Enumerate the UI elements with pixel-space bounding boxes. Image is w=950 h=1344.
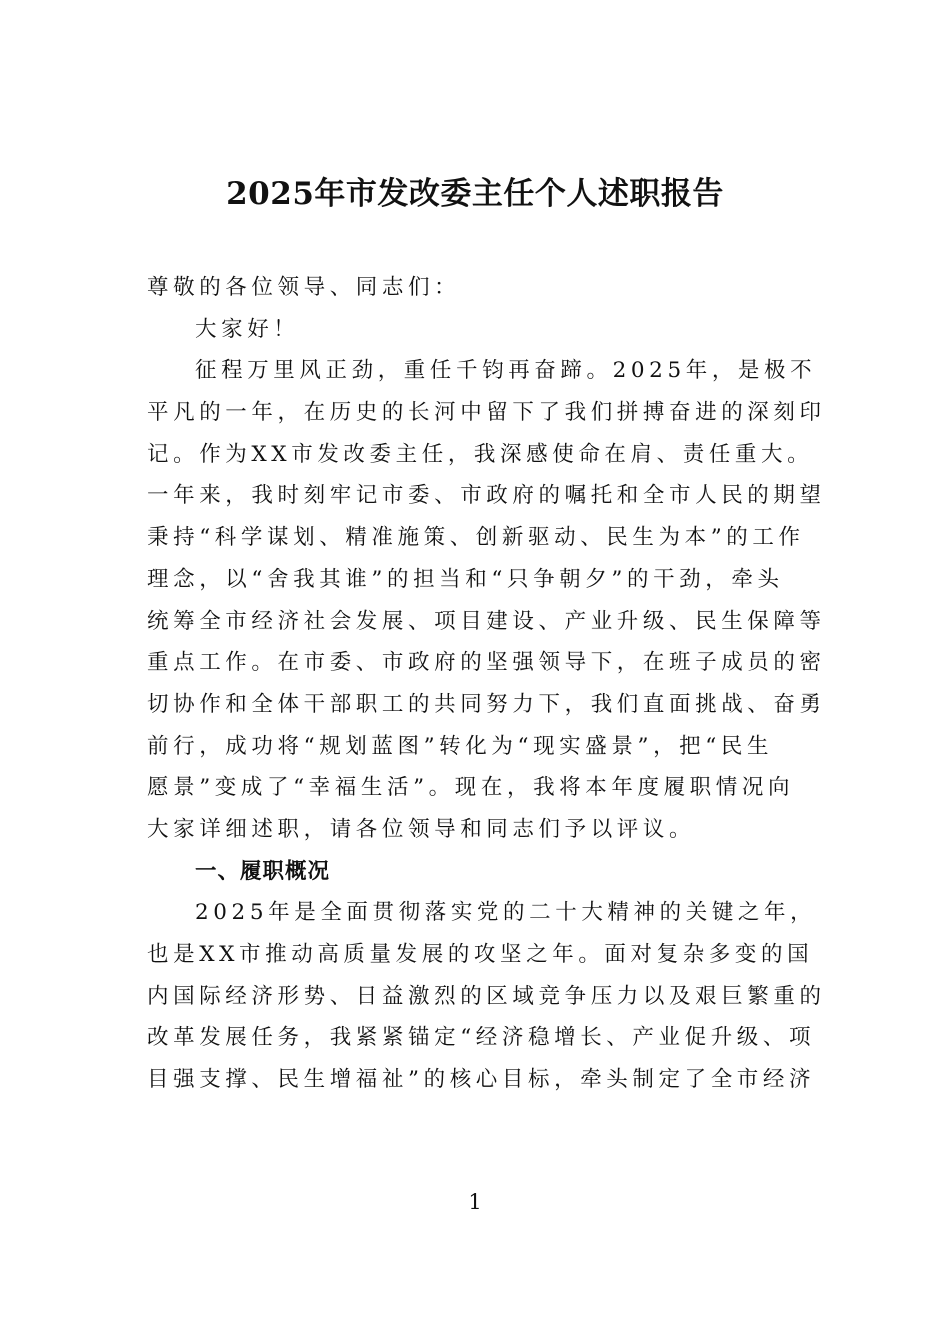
paragraph-line: 前行，成功将“规划蓝图”转化为“现实盛景”，把“民生 [147, 733, 774, 759]
document-title: 2025年市发改委主任个人述职报告 [226, 176, 724, 212]
paragraph-line: 统筹全市经济社会发展、项目建设、产业升级、民生保障等 [147, 608, 826, 634]
section-heading: 一、履职概况 [195, 858, 331, 884]
paragraph-line: 也是XX市推动高质量发展的攻坚之年。面对复杂多变的国 [147, 942, 814, 967]
paragraph-line: 征程万里风正劲，重任千钧再奋蹄。2025年，是极不 [195, 358, 817, 384]
paragraph-line: 一年来，我时刻牢记市委、市政府的嘱托和全市人民的期望 [147, 483, 826, 509]
paragraph-line: 切协作和全体干部职工的共同努力下，我们直面挑战、奋勇 [147, 691, 826, 717]
page-number: 1 [468, 1190, 482, 1214]
document-body [147, 267, 826, 1101]
paragraph-line: 目强支撑、民生增福祉”的核心目标，牵头制定了全市经济 [147, 1067, 816, 1093]
paragraph-line: 重点工作。在市委、市政府的坚强领导下，在班子成员的密 [147, 650, 826, 676]
paragraph-line: 2025年是全面贯彻落实党的二十大精神的关键之年， [195, 900, 817, 926]
paragraph-line: 愿景”变成了“幸福生活”。现在，我将本年度履职情况向 [147, 775, 795, 801]
paragraph-line: 秉持“科学谋划、精准施策、创新驱动、民生为本”的工作 [147, 525, 805, 551]
paragraph-line: 大家好！ [195, 316, 300, 342]
paragraph-line: 记。作为XX市发改委主任，我深感使命在肩、责任重大。 [147, 441, 814, 467]
paragraph-line: 内国际经济形势、日益激烈的区域竞争压力以及艰巨繁重的 [147, 983, 826, 1009]
paragraph-line: 平凡的一年，在历史的长河中留下了我们拼搏奋进的深刻印 [147, 400, 826, 426]
paragraph-line: 尊敬的各位领导、同志们： [147, 275, 461, 300]
paragraph-line: 大家详细述职，请各位领导和同志们予以评议。 [147, 816, 696, 842]
paragraph-line: 理念，以“舍我其谁”的担当和“只争朝夕”的干劲，牵头 [147, 566, 784, 592]
paragraph-line: 改革发展任务，我紧紧锚定“经济稳增长、产业促升级、项 [147, 1025, 816, 1051]
